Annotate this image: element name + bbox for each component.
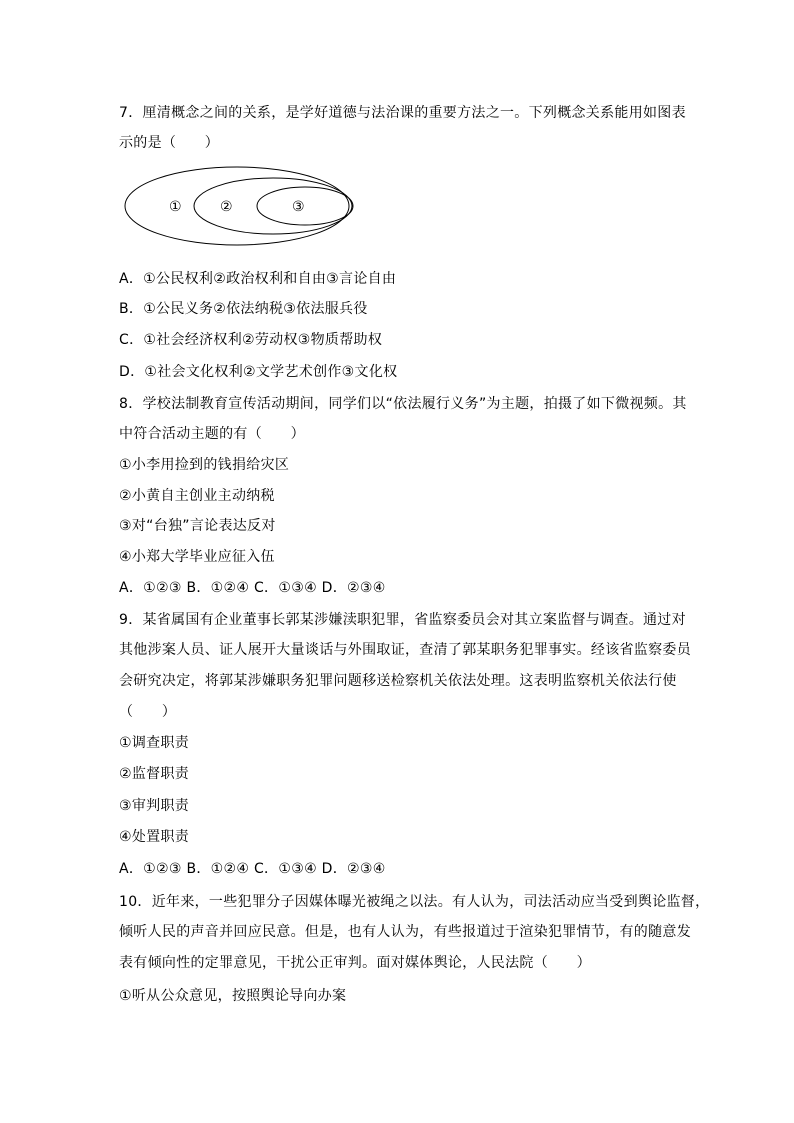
nested-concept-diagram [123, 164, 355, 248]
q7-stem-line-2: 示的是（ ） [119, 135, 220, 151]
q7-option-b: B．①公民义务②依法纳税③依法服兵役 [119, 301, 368, 317]
q7-option-c: C．①社会经济权利②劳动权③物质帮助权 [119, 332, 383, 348]
q8-stem-line-2: 中符合活动主题的有（ ） [119, 426, 305, 442]
middle-label: ② [220, 199, 233, 215]
q7-option-a: A．①公民权利②政治权利和自由③言论自由 [119, 271, 397, 287]
outer-label: ① [169, 199, 182, 215]
q7-option-d: D．①社会文化权利②文学艺术创作③文化权 [119, 364, 398, 380]
inner-label: ③ [292, 199, 305, 215]
q9-stem-line-1: 9．某省属国有企业董事长郭某涉嫌渎职犯罪，省监察委员会对其立案监督与调查。通过对 [119, 612, 686, 628]
q10-item-1: ①听从公众意见，按照舆论导向办案 [119, 988, 347, 1004]
q10-stem-line-3: 表有倾向性的定罪意见，干扰公正审判。面对媒体舆论，人民法院（ ） [119, 955, 591, 971]
q9-answer-options: A．①②③ B．①②④ C．①③④ D．②③④ [119, 861, 386, 877]
q8-item-2: ②小黄自主创业主动纳税 [119, 488, 275, 504]
q9-item-4: ④处置职责 [119, 829, 190, 845]
middle-ellipse [194, 178, 352, 234]
q10-stem-line-1: 10．近年来，一些犯罪分子因媒体曝光被绳之以法。有人认为，司法活动应当受到舆论监督， [119, 894, 710, 910]
q9-item-3: ③审判职责 [119, 798, 190, 814]
q8-item-3: ③对“台独”言论表达反对 [119, 518, 276, 534]
q9-stem-line-3: 会研究决定，将郭某涉嫌职务犯罪问题移送检察机关依法处理。这表明监察机关依法行使 [119, 673, 677, 689]
q8-answer-options: A．①②③ B．①②④ C．①③④ D．②③④ [119, 580, 386, 596]
q10-stem-line-2: 倾听人民的声音并回应民意。但是，也有人认为，有些报道过于渲染犯罪情节，有的随意发 [119, 924, 691, 940]
q9-stem-line-4: （ ） [119, 704, 177, 720]
outer-ellipse [125, 167, 349, 245]
q7-stem-line-1: 7．厘清概念之间的关系，是学好道德与法治课的重要方法之一。下列概念关系能用如图表 [119, 105, 686, 121]
q9-item-1: ①调查职责 [119, 735, 190, 751]
q9-stem-line-2: 其他涉案人员、证人展开大量谈话与外围取证，查清了郭某职务犯罪事实。经该省监察委员 [119, 642, 691, 658]
inner-ellipse [257, 187, 353, 225]
q8-item-4: ④小郑大学毕业应征入伍 [119, 549, 275, 565]
q8-item-1: ①小李用捡到的钱捐给灾区 [119, 457, 290, 473]
q9-item-2: ②监督职责 [119, 766, 190, 782]
q8-stem-line-1: 8．学校法制教育宣传活动期间，同学们以“依法履行义务”为主题，拍摄了如下微视频。其 [119, 396, 687, 412]
